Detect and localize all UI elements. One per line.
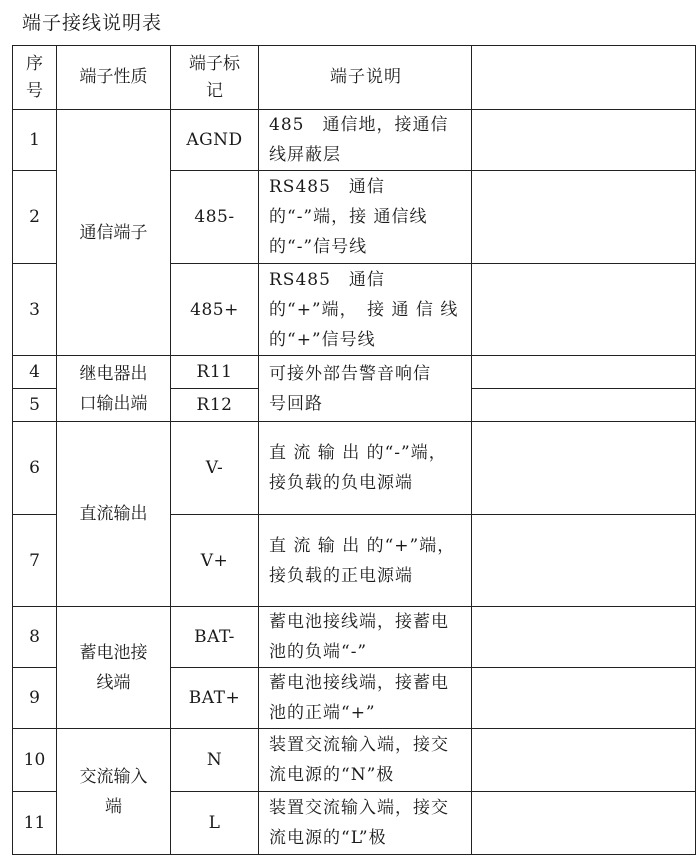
cell-seq: 5: [13, 389, 57, 422]
cell-mark: AGND: [171, 110, 259, 171]
cell-extra: [472, 607, 696, 668]
group-ac-line1: 交流输入: [79, 766, 148, 787]
group-comm: 通信端子: [57, 110, 171, 356]
group-battery: [57, 607, 171, 729]
group-battery-line2: 线端: [96, 672, 131, 693]
group-relay: [57, 356, 171, 422]
group-ac-line2: 端: [105, 796, 122, 817]
group-relay-line1: 继电器出: [79, 363, 148, 384]
relay-desc-line2: 号回路: [269, 393, 323, 414]
cell-extra: [472, 356, 696, 389]
header-seq: [13, 46, 57, 110]
cell-mark: V+: [171, 515, 259, 607]
cell-desc: 直 流 输 出 的“-”端，接负载的负电源端: [259, 422, 472, 515]
cell-mark: V-: [171, 422, 259, 515]
group-relay-line2: 口输出端: [79, 393, 148, 414]
header-seq-line1: 序: [26, 53, 43, 74]
cell-mark: 485+: [171, 264, 259, 356]
cell-desc: 蓄电池接线端，接蓄电池的正端“+”: [259, 668, 472, 729]
cell-extra: [472, 515, 696, 607]
cell-seq: 3: [13, 264, 57, 356]
group-battery-line1: 蓄电池接: [79, 642, 148, 663]
cell-desc: RS485 通信 的“+”端， 接 通 信 线 的“+”信号线: [259, 264, 472, 356]
cell-seq: 10: [13, 729, 57, 792]
cell-seq: 11: [13, 792, 57, 855]
group-relay-desc: [259, 356, 472, 422]
cell-mark: R12: [171, 389, 259, 422]
cell-seq: 1: [13, 110, 57, 171]
table-header-row: [13, 46, 696, 110]
cell-extra: [472, 110, 696, 171]
cell-mark: BAT-: [171, 607, 259, 668]
header-mark-line2: 记: [206, 80, 223, 101]
table-row: [13, 729, 696, 792]
cell-extra: [472, 668, 696, 729]
cell-extra: [472, 264, 696, 356]
cell-seq: 8: [13, 607, 57, 668]
cell-mark: N: [171, 729, 259, 792]
cell-extra: [472, 171, 696, 264]
cell-extra: [472, 389, 696, 422]
header-desc: 端子说明: [259, 46, 472, 110]
header-mark: [171, 46, 259, 110]
cell-desc: 485 通信地，接通信线屏蔽层: [259, 110, 472, 171]
cell-mark: L: [171, 792, 259, 855]
cell-desc: 装置交流输入端，接交流电源的“N”极: [259, 729, 472, 792]
cell-seq: 4: [13, 356, 57, 389]
relay-desc-line1: 可接外部告警音响信: [269, 363, 431, 384]
cell-desc: 蓄电池接线端，接蓄电池的负端“-”: [259, 607, 472, 668]
cell-seq: 6: [13, 422, 57, 515]
table-row: [13, 356, 696, 389]
cell-mark: R11: [171, 356, 259, 389]
cell-mark: BAT+: [171, 668, 259, 729]
group-ac: [57, 729, 171, 855]
cell-desc: 装置交流输入端，接交流电源的“L”极: [259, 792, 472, 855]
cell-seq: 2: [13, 171, 57, 264]
cell-extra: [472, 792, 696, 855]
header-extra: [472, 46, 696, 110]
cell-desc: RS485 通信 的“-”端，接 通信线 的“-”信号线: [259, 171, 472, 264]
cell-extra: [472, 729, 696, 792]
cell-seq: 9: [13, 668, 57, 729]
group-dc: 直流输出: [57, 422, 171, 607]
table-row: [13, 110, 696, 171]
terminal-wiring-table: [12, 45, 696, 855]
header-nature: 端子性质: [57, 46, 171, 110]
cell-desc: 直 流 输 出 的“+”端，接负载的正电源端: [259, 515, 472, 607]
header-seq-line2: 号: [26, 80, 43, 101]
cell-extra: [472, 422, 696, 515]
table-row: [13, 422, 696, 515]
cell-seq: 7: [13, 515, 57, 607]
cell-mark: 485-: [171, 171, 259, 264]
page-title: 端子接线说明表: [22, 12, 163, 34]
header-mark-line1: 端子标: [189, 53, 240, 74]
table-row: [13, 607, 696, 668]
